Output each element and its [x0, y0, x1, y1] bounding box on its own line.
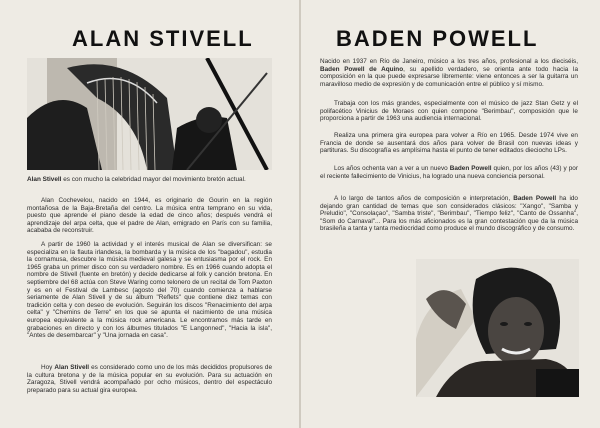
bp-p1-post: , su apellido verdadero, se orienta ante todo hacia la composición en la que puede expresarse libremente: viene entonces a ser la guitarra un maravilloso medio de expresión y de comunicación entre el público y sí mismo.: [320, 65, 578, 88]
alan-stivell-harp-photo: [27, 58, 272, 170]
bp-p4-pre: Los años ochenta van a ver a un nuevo: [334, 165, 450, 172]
alan-stivell-caption: [27, 176, 272, 184]
bp-p1-pre: Nacido en 1937 en Río de Janeiro, músico a los tres años, profesional a los dieciséis,: [320, 58, 578, 65]
bp-p1-name: Baden Powell de Aquino: [320, 65, 404, 73]
p3-post: es considerado como uno de los más decididos propulsores de la cultura bretona y de la música popular en su evolución. Para su actuación en Zaragoza, Stivell vendrá acompañado por ocho músicos, dentro del espectáculo preparado para su actual gira europea.: [27, 364, 273, 394]
baden-powell-paragraph-2: Trabaja con los más grandes, especialmente con el músico de jazz Stan Getz y el polifacético Vinicius de Moraes con quien compone "Berimbau", composición que le proporciona a partir de 1963 una audiencia internacional.: [320, 100, 578, 123]
alan-stivell-title: ALAN STIVELL: [72, 26, 254, 51]
bp-p5-pre: A lo largo de tantos años de composición e interpretación,: [334, 195, 514, 202]
harp-photo-graphic: [27, 58, 272, 170]
bp-p4-name: Baden Powell: [449, 165, 492, 172]
alan-stivell-paragraph-1: Alan Cochevelou, nacido en 1944, es originario de Gourin en la región montañosa de la Baja-Bretaña del centro. La música entra temprano en su vida, puesto que aprende el piano desde la edad de cinco años; después vendrá el aprendizaje del arpa celta, que el padre de Alan, emigrado en París con su familia, acababa de reconstruir.: [27, 197, 272, 235]
bp-p4-post: quien, por los años (43) y por el reciente fallecimiento de Vinicius, ha logrado una nueva conciencia personal.: [320, 165, 578, 180]
alan-stivell-paragraph-3: [27, 364, 272, 394]
baden-powell-paragraph-3: Realiza una primera gira europea para volver a Río en 1965. Desde 1974 vive en Francia de donde se ausentará dos años para volver de Brasil con nuevas ideas y partituras. Su discografía es amplísima hasta el punto de tener editados dieciocho LPs.: [320, 132, 578, 155]
baden-powell-photo: [416, 259, 579, 397]
p3-pre: Hoy: [41, 364, 55, 371]
baden-powell-paragraph-1: [320, 58, 578, 88]
right-page: [301, 0, 600, 428]
left-page: [0, 0, 299, 428]
p3-name: Alan Stivell: [54, 364, 90, 371]
bp-p5-name: Baden Powell: [513, 195, 557, 202]
baden-powell-paragraph-4: [320, 165, 578, 180]
baden-powell-title: BADEN POWELL: [336, 26, 539, 51]
caption-text: es con mucho la celebridad mayor del movimiento bretón actual.: [61, 176, 246, 183]
alan-stivell-paragraph-2: A partir de 1960 la actividad y el interés musical de Alan se diversifican: se especializa en la flauta irlandesa, la bombarda y la música de los "bagadou", estudia la cornamusa, descubre la música medieval galesa y se entusiasma por el rock. En 1965 graba un primer disco con su verdadero nombre. Es en 1966 cuando adopta el nombre de Stivell (fuente en bretón) y decide dedicarse al folk y canción bretona. En septiembre del 68 actúa con Steve Waring como telonero de un recital de Tom Paxton y es en el Festival de Lambesc (agosto del 70) cuando comienza a hablarse seriamente de Alan Stivell y de su álbum "Reflets" que contiene diez temas con tradición celta y con deseo de evolución. Seguirán los discos "Renacimiento del arpa celta" y "Chemins de Terre" en los que se apunta el nacimiento de una música europea equivalente a la música rock americana. Le encontramos más tarde en grabaciones en directo y con los álbumes titulados "E Langonned", "Hacia la isla", "Antes de desembarcar" y "Una jornada en casa".: [27, 241, 272, 340]
bp-p5-post: ha ido dejando gran cantidad de temas que son considerados clásicos: "Xango", "Samba y Preludio", "Consolaçao", "Samba triste", "Berimbau", "Tiempo feliz", "Canto de Ossanha", "Som do Carnaval"... Para los más aficionados es la gran contestación que da la música brasileña a tanta y tanta mediocridad como produce el mundo discográfico y de consumo.: [320, 195, 578, 233]
caption-name: Alan Stivell: [27, 176, 62, 183]
guitarist-photo-graphic: [416, 259, 579, 397]
baden-powell-paragraph-5: [320, 195, 578, 233]
